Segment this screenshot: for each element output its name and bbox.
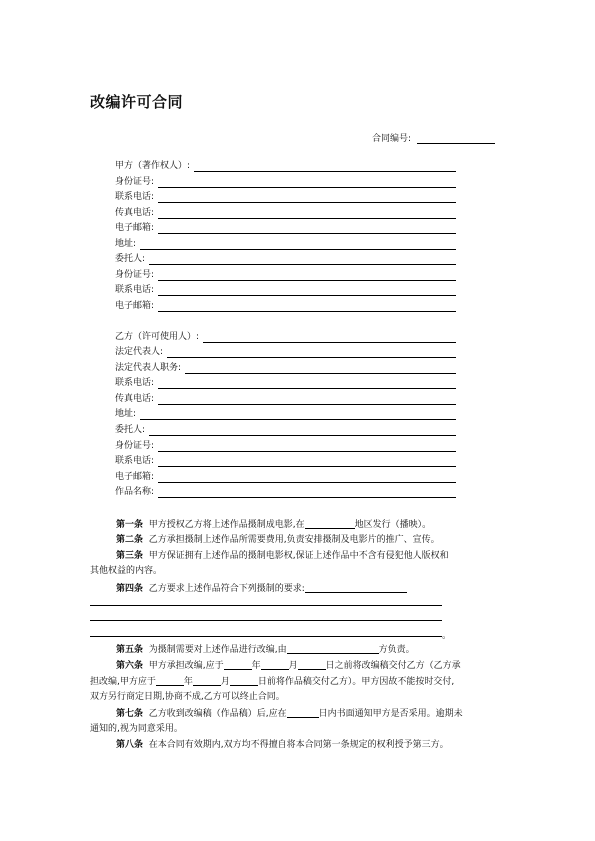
party-a-agent-phone-field[interactable] — [158, 285, 456, 296]
field-label: 身份证号: — [115, 270, 155, 280]
party-b-agent-id-field[interactable] — [158, 441, 456, 452]
article-8 — [90, 738, 508, 754]
party-a-agent-row — [115, 253, 456, 265]
requirement-line-1[interactable] — [90, 605, 442, 606]
party-b-agent-id-row — [115, 440, 456, 452]
work-title-row — [115, 486, 456, 498]
year-field[interactable] — [224, 660, 252, 670]
article-7-continued — [90, 722, 508, 738]
party-b-fax-row — [115, 393, 456, 405]
field-label: 电子邮箱: — [115, 223, 155, 233]
party-a-agent-id-row — [115, 269, 456, 281]
party-a-fax-row — [115, 207, 456, 219]
document-title: 改编许可合同 — [90, 93, 184, 111]
party-b-representative-row — [115, 346, 456, 358]
party-a-name-field[interactable] — [194, 161, 456, 172]
field-label: 甲方（著作权人）: — [115, 161, 191, 171]
article-text: 月 — [220, 677, 230, 687]
party-a-address-field[interactable] — [140, 239, 456, 250]
field-label: 法定代表人: — [115, 347, 164, 357]
party-a-agent-email-field[interactable] — [158, 301, 456, 312]
article-text: 月 — [288, 661, 298, 671]
article-6-continued — [90, 675, 508, 691]
field-label: 电子邮箱: — [115, 472, 155, 482]
article-2-label: 第二条 — [116, 535, 144, 545]
field-label: 联系电话: — [115, 378, 155, 388]
contract-number — [372, 131, 495, 144]
field-label: 地址: — [115, 409, 137, 419]
article-3-label: 第三条 — [116, 551, 144, 561]
work-title-field[interactable] — [158, 487, 456, 498]
article-text: 日前将作品稿交付乙方）。甲方因故不能按时交付, — [257, 677, 455, 687]
party-b-address-field[interactable] — [140, 409, 456, 420]
day-field[interactable] — [298, 660, 326, 670]
requirement-line-2[interactable] — [90, 620, 442, 621]
article-1-label: 第一条 — [116, 520, 144, 530]
party-b-representative-field[interactable] — [167, 347, 456, 358]
party-a-agent-phone-row — [115, 284, 456, 296]
article-4 — [90, 582, 508, 598]
party-b-name-row — [115, 331, 456, 343]
party-a-agent-id-field[interactable] — [158, 270, 456, 281]
party-a-email-row — [115, 222, 456, 234]
article-text: 为摄制需要对上述作品进行改编,由 — [148, 645, 287, 655]
article-text: 乙方要求上述作品符合下列摄制的要求: — [148, 584, 305, 594]
requirement-field[interactable] — [305, 583, 407, 593]
article-text: 方负责。 — [378, 645, 415, 655]
party-a-agent-email-row — [115, 300, 456, 312]
article-7-label: 第七条 — [116, 709, 144, 719]
day-field[interactable] — [230, 676, 258, 686]
field-label: 作品名称: — [115, 487, 155, 497]
field-label: 传真电话: — [115, 394, 155, 404]
article-text: 甲方承担改编,应于 — [148, 661, 224, 671]
field-label: 地址: — [115, 239, 137, 249]
article-text: 甲方保证拥有上述作品的摄制电影权,保证上述作品中不含有侵犯他人版权和 — [148, 551, 449, 561]
days-field[interactable] — [287, 708, 319, 718]
party-b-rep-title-field[interactable] — [185, 363, 456, 374]
field-label: 乙方（许可使用人）: — [115, 332, 200, 342]
party-b-rep-title-row — [115, 362, 456, 374]
field-label: 身份证号: — [115, 441, 155, 451]
article-text: 地区发行（播映）。 — [354, 520, 432, 530]
region-field[interactable] — [305, 519, 355, 529]
article-3-continued — [90, 564, 508, 580]
party-b-fax-field[interactable] — [158, 394, 456, 405]
party-b-agent-row — [115, 424, 456, 436]
article-5-label: 第五条 — [116, 645, 144, 655]
article-6-label: 第六条 — [116, 661, 144, 671]
field-label: 委托人: — [115, 254, 146, 264]
adapter-party-field[interactable] — [287, 644, 379, 654]
field-label: 联系电话: — [115, 285, 155, 295]
article-5 — [90, 643, 508, 659]
contract-number-field[interactable] — [417, 133, 495, 144]
party-b-address-row — [115, 408, 456, 420]
article-7 — [90, 707, 508, 723]
party-b-phone-row — [115, 377, 456, 389]
article-text: 年 — [251, 661, 261, 671]
party-a-agent-field[interactable] — [149, 254, 456, 265]
party-b-agent-phone-row — [115, 455, 456, 467]
requirement-end-mark: 。 — [442, 631, 452, 641]
field-label: 联系电话: — [115, 456, 155, 466]
party-b-agent-email-row — [115, 471, 456, 483]
article-6 — [90, 659, 508, 675]
requirement-line-3[interactable] — [90, 636, 442, 637]
article-text: 乙方承担摄制上述作品所需要费用,负责安排摄制及电影片的推广、宣传。 — [148, 535, 440, 545]
article-text: 其他权益的内容。 — [90, 566, 163, 576]
party-a-id-row — [115, 176, 456, 188]
field-label: 身份证号: — [115, 177, 155, 187]
party-b-agent-phone-field[interactable] — [158, 456, 456, 467]
article-text: 年 — [183, 677, 193, 687]
article-text: 日内书面通知甲方是否采用。逾期未 — [318, 709, 463, 719]
party-a-fax-field[interactable] — [158, 208, 456, 219]
article-text: 双方另行商定日期,协商不成,乙方可以终止合同。 — [90, 692, 285, 702]
party-b-agent-email-field[interactable] — [158, 472, 456, 483]
article-8-label: 第八条 — [116, 740, 144, 750]
party-a-id-field[interactable] — [158, 177, 456, 188]
article-text: 甲方授权乙方将上述作品摄制成电影,在 — [148, 520, 305, 530]
article-2 — [90, 533, 508, 549]
month-field[interactable] — [193, 676, 221, 686]
article-text: 在本合同有效期内,双方均不得擅自将本合同第一条规定的权利授予第三方。 — [148, 740, 449, 750]
party-a-phone-field[interactable] — [158, 192, 456, 203]
party-a-address-row — [115, 238, 456, 250]
article-text: 日之前将改编稿交付乙方（乙方承 — [325, 661, 461, 671]
party-b-phone-field[interactable] — [158, 378, 456, 389]
article-4-label: 第四条 — [116, 584, 144, 594]
field-label: 传真电话: — [115, 208, 155, 218]
field-label: 法定代表人职务: — [115, 363, 182, 373]
article-3 — [90, 549, 508, 565]
field-label: 联系电话: — [115, 192, 155, 202]
article-1 — [90, 518, 508, 534]
field-label: 委托人: — [115, 425, 146, 435]
party-b-agent-field[interactable] — [149, 425, 456, 436]
contract-number-label: 合同编号: — [372, 134, 412, 144]
article-6-continued-2 — [90, 690, 508, 706]
field-label: 电子邮箱: — [115, 301, 155, 311]
article-text: 担改编,甲方应于 — [90, 677, 156, 687]
party-a-email-field[interactable] — [158, 223, 456, 234]
month-field[interactable] — [261, 660, 289, 670]
article-text: 通知的,视为同意采用。 — [90, 724, 183, 734]
party-a-name-row — [115, 160, 456, 172]
party-a-phone-row — [115, 191, 456, 203]
party-b-name-field[interactable] — [203, 332, 456, 343]
article-text: 乙方收到改编稿（作品稿）后,应在 — [148, 709, 287, 719]
year-field[interactable] — [156, 676, 184, 686]
